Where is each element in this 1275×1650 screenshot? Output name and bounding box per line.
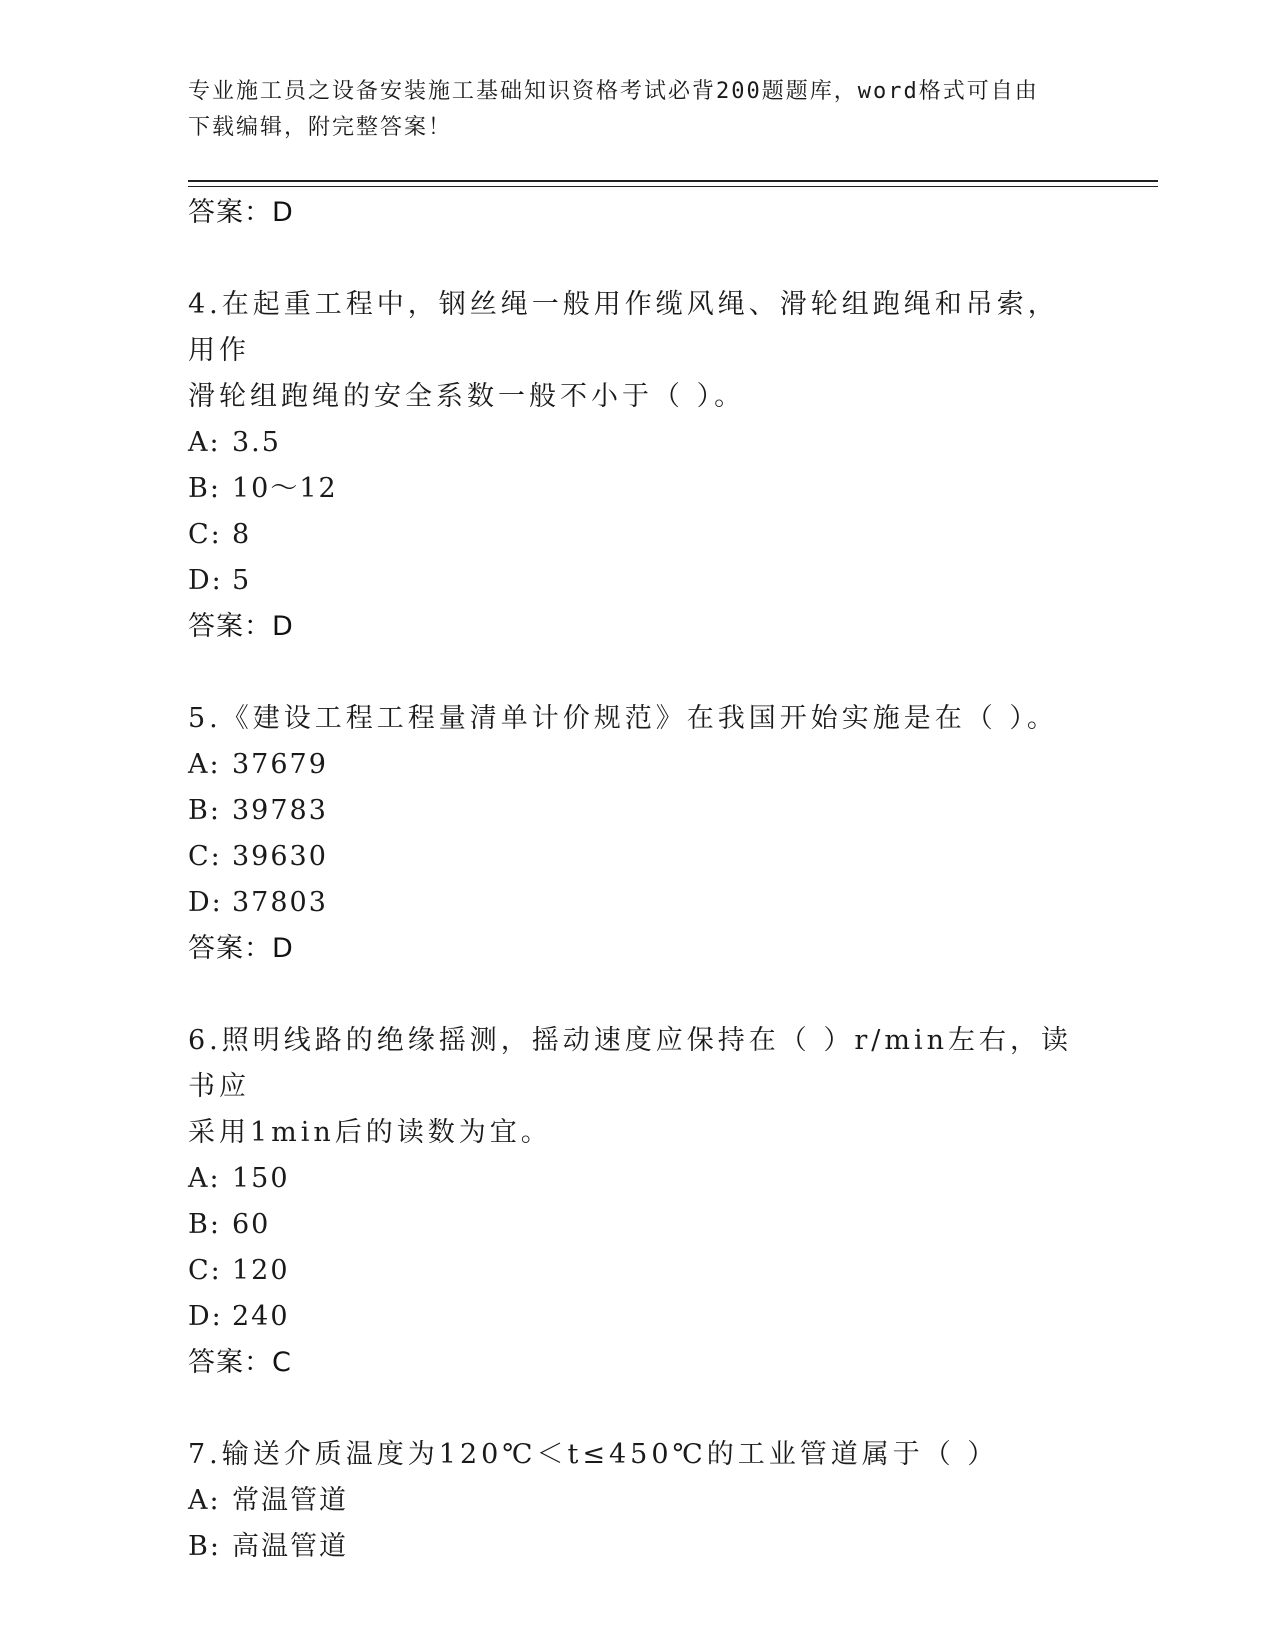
question-7 xyxy=(188,1432,1088,1570)
option-text: 10～12 xyxy=(232,473,338,504)
option-letter: B: xyxy=(188,473,221,504)
option-c xyxy=(188,1248,1088,1294)
option-letter: D: xyxy=(188,887,223,918)
question-6-line-2: 采用1min后的读数为宜。 xyxy=(188,1117,552,1148)
option-text: 3.5 xyxy=(232,427,281,458)
option-text: 常温管道 xyxy=(232,1485,348,1516)
option-text: 37803 xyxy=(232,887,328,918)
option-text: 39783 xyxy=(232,795,328,826)
option-letter: C: xyxy=(188,841,222,872)
question-4-line-2: 滑轮组跑绳的安全系数一般不小于（ ）。 xyxy=(188,381,746,412)
question-6-line-1: 6.照明线路的绝缘摇测，摇动速度应保持在（ ）r/min左右，读书应 xyxy=(188,1025,1072,1102)
question-7-line-1: 7.输送介质温度为120℃＜t≤450℃的工业管道属于（ ） xyxy=(188,1439,999,1470)
question-4-line-1: 4.在起重工程中，钢丝绳一般用作缆风绳、滑轮组跑绳和吊索，用作 xyxy=(188,289,1059,366)
option-text: 60 xyxy=(232,1209,271,1240)
option-text: 8 xyxy=(232,519,252,550)
question-list xyxy=(188,190,1088,1570)
option-letter: D: xyxy=(188,1301,223,1332)
question-4 xyxy=(188,282,1088,650)
option-letter: D: xyxy=(188,565,223,596)
option-letter: A: xyxy=(188,427,221,458)
option-letter: C: xyxy=(188,1255,222,1286)
answer-q3: 答案：D xyxy=(188,197,294,228)
option-letter: C: xyxy=(188,519,222,550)
option-text: 5 xyxy=(232,565,252,596)
option-a xyxy=(188,1156,1088,1202)
header-line-2: 下载编辑，附完整答案！ xyxy=(188,115,453,140)
option-text: 高温管道 xyxy=(232,1531,348,1562)
option-text: 39630 xyxy=(232,841,328,872)
question-5 xyxy=(188,696,1088,972)
option-c xyxy=(188,834,1088,880)
option-b xyxy=(188,1202,1088,1248)
option-b xyxy=(188,1524,1088,1570)
document-header xyxy=(188,74,1088,146)
option-text: 240 xyxy=(232,1301,290,1332)
answer-q4: 答案：D xyxy=(188,611,294,642)
option-letter: A: xyxy=(188,1163,221,1194)
option-letter: B: xyxy=(188,795,221,826)
option-text: 150 xyxy=(232,1163,290,1194)
option-d xyxy=(188,880,1088,926)
option-letter: A: xyxy=(188,749,221,780)
answer-q6: 答案：C xyxy=(188,1347,292,1378)
header-divider-thick xyxy=(188,180,1158,182)
question-6 xyxy=(188,1018,1088,1386)
question-5-line-1: 5.《建设工程工程量清单计价规范》在我国开始实施是在（ ）。 xyxy=(188,703,1058,734)
option-d xyxy=(188,558,1088,604)
spacer xyxy=(188,972,1088,1018)
option-letter: B: xyxy=(188,1209,221,1240)
header-line-1: 专业施工员之设备安装施工基础知识资格考试必背200题题库，word格式可自由 xyxy=(188,79,1039,104)
option-letter: B: xyxy=(188,1531,221,1562)
option-c xyxy=(188,512,1088,558)
option-a xyxy=(188,1478,1088,1524)
option-letter: A: xyxy=(188,1485,221,1516)
option-b xyxy=(188,788,1088,834)
option-a xyxy=(188,742,1088,788)
option-d xyxy=(188,1294,1088,1340)
header-divider-thin xyxy=(188,186,1158,187)
option-b xyxy=(188,466,1088,512)
option-text: 37679 xyxy=(232,749,328,780)
option-text: 120 xyxy=(232,1255,290,1286)
answer-q5: 答案：D xyxy=(188,933,294,964)
spacer xyxy=(188,650,1088,696)
option-a xyxy=(188,420,1088,466)
spacer xyxy=(188,1386,1088,1432)
spacer xyxy=(188,236,1088,282)
